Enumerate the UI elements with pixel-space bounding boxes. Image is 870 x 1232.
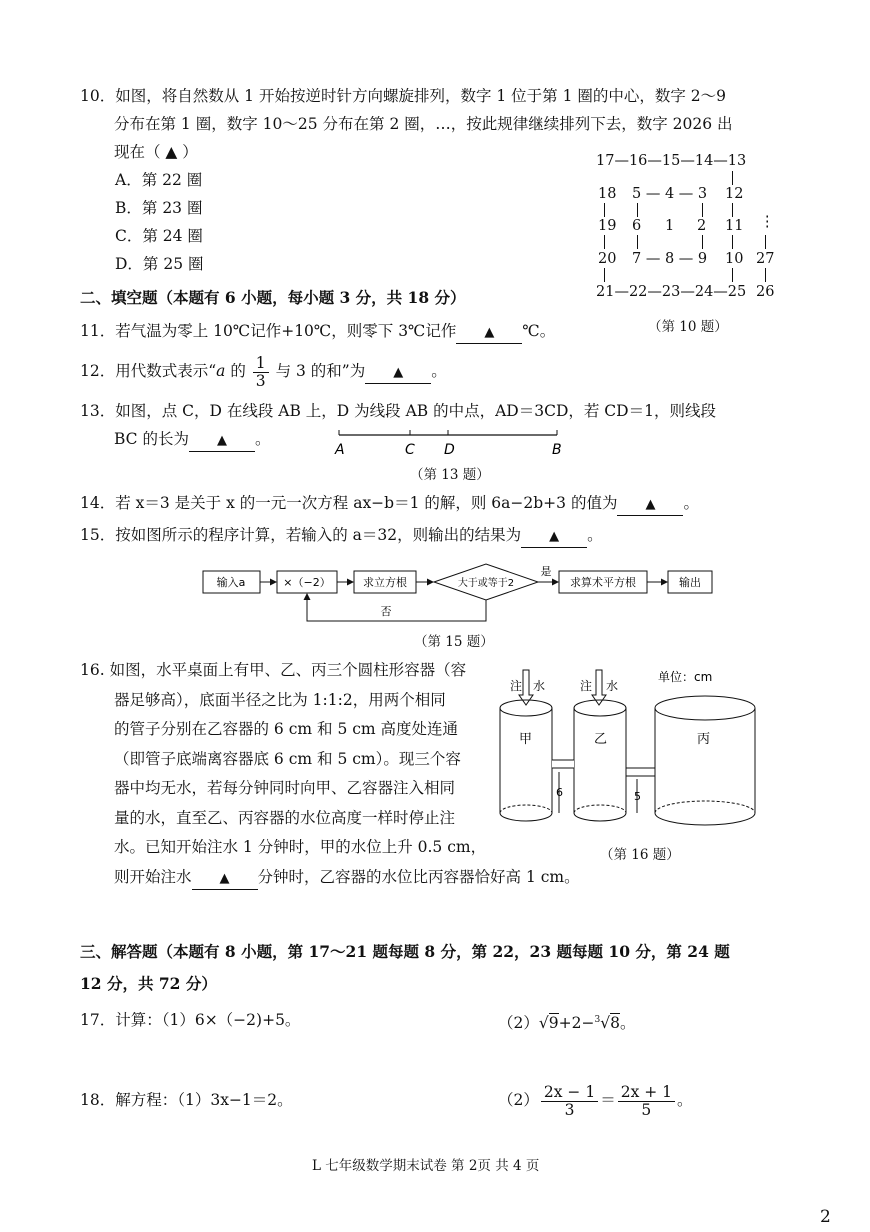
spiral-ellipsis: ⋮ xyxy=(760,214,775,230)
q15: 15．按如图所示的程序计算，若输入的 a＝32，则输出的结果为 ▲ 。 xyxy=(80,521,603,549)
spiral-n10: 10 xyxy=(725,251,744,267)
q17-part2: （2）√9+2−$^3$√8。 xyxy=(498,1014,636,1033)
spiral-n19: 19 xyxy=(598,218,617,234)
q12-answer-blank[interactable]: ▲ xyxy=(365,361,431,384)
flow-loop-arrow xyxy=(307,594,486,621)
spiral-n6: 6 xyxy=(632,218,642,234)
spiral-n12: 12 xyxy=(725,186,744,202)
page-number: 2 xyxy=(820,1207,831,1227)
svg-text:乙: 乙 xyxy=(594,732,608,747)
container-jia xyxy=(500,700,552,821)
svg-text:水: 水 xyxy=(606,679,619,693)
spiral-row-top: 17—16—15—14—13 xyxy=(596,153,747,169)
spiral-row-inner-top: 5 — 4 — 3 xyxy=(632,186,708,202)
svg-text:注: 注 xyxy=(510,679,523,693)
q16-answer-blank[interactable]: ▲ xyxy=(192,867,258,890)
container-yi xyxy=(574,700,626,821)
spiral-row-bottom: 21—22—23—24—25 xyxy=(596,284,747,300)
flow-no-label: 否 xyxy=(380,605,392,618)
point-a: A xyxy=(335,442,345,458)
q11-answer-blank[interactable]: ▲ xyxy=(456,321,522,344)
q12: 12．用代数式表示“a 的 $\frac{1}{3}$ 与 3 的和”为 ▲ 。 xyxy=(80,353,447,390)
flow-decision-label: 大于或等于2 xyxy=(457,578,515,589)
spiral-n18: 18 xyxy=(598,186,617,202)
q18-part2: （2） $\frac{2x - 1}{3}$ ＝ $\frac{2x + 1}{5}$ 。 xyxy=(498,1082,693,1119)
point-d: D xyxy=(444,442,455,458)
containers-figure xyxy=(495,665,765,840)
flow-output-label: 输出 xyxy=(679,576,701,589)
spiral-row-inner-bottom: 7 — 8 — 9 xyxy=(632,251,708,267)
q10-option-c: C．第 24 圈 xyxy=(115,227,203,245)
flow-input-label: 输入a xyxy=(216,576,246,589)
q10-option-a: A．第 22 圈 xyxy=(115,171,203,189)
section3-title-line2: 12 分，共 72 分） xyxy=(80,974,217,993)
q17-part1: 17．计算：（1）6×（−2)+5。 xyxy=(80,1011,301,1029)
section2-title: 二、填空题（本题有 6 小题，每小题 3 分，共 18 分） xyxy=(80,288,466,307)
spiral-n2: 2 xyxy=(697,218,707,234)
svg-text:注: 注 xyxy=(580,679,593,693)
q14-answer-blank[interactable]: ▲ xyxy=(617,493,683,516)
q10-line1: 10．如图，将自然数从 1 开始按逆时针方向螺旋排列，数字 1 位于第 1 圈的中心，数字 2～9 xyxy=(80,87,727,105)
svg-text:甲: 甲 xyxy=(519,732,533,747)
spiral-n11: 11 xyxy=(725,218,744,234)
flow-cuberoot-label: 求立方根 xyxy=(363,576,407,589)
fig10-caption: （第 10 题） xyxy=(648,319,728,335)
q14: 14．若 x＝3 是关于 x 的一元一次方程 ax−b＝1 的解，则 6a−2b+3 的值为 ▲ 。 xyxy=(80,489,699,517)
fig15-caption: （第 15 题） xyxy=(414,634,494,650)
container-bing xyxy=(655,696,755,825)
q10-line3: 现在（ ▲ ） xyxy=(114,143,198,161)
point-b: B xyxy=(552,442,562,458)
q11-text: 11．若气温为零上 10℃记作+10℃，则零下 3℃记作 xyxy=(80,322,457,340)
q16-text: 16. 如图，水平桌面上有甲、乙、丙三个圆柱形容器（容 器足够高），底面半径之比为 1:1:2，用两个相同 的管子分别在乙容器的 6 cm 和 5 cm 高度处连通 （即管子底端离容器底 6 cm 和 5 cm）。现三个容 器中均无水，若每分钟同时向甲、乙容器注入相同 量的水，直至乙、丙容器的水位高度一样时停止注 水。已知开始注水 1 分钟时，甲的水位上升 0.5 cm， 则开始注水 ▲ 分钟时，乙容器的水位比丙容器恰好高 1 cm。 xyxy=(80,656,580,892)
svg-text:丙: 丙 xyxy=(697,732,711,747)
q10-option-d: D．第 25 圈 xyxy=(115,255,204,273)
q10-line2: 分布在第 1 圈，数字 10～25 分布在第 2 圈，…，按此规律继续排列下去，数字 2026 出 xyxy=(114,115,733,133)
spiral-n20: 20 xyxy=(598,251,617,267)
point-c: C xyxy=(405,442,415,458)
svg-text:6: 6 xyxy=(556,786,563,799)
flow-yes-label: 是 xyxy=(540,565,552,578)
flow-sqrt-label: 求算术平方根 xyxy=(570,576,636,589)
svg-text:水: 水 xyxy=(533,679,546,693)
spiral-n1: 1 xyxy=(665,218,675,234)
spiral-n26: 26 xyxy=(756,284,775,300)
spiral-n27: 27 xyxy=(756,251,775,267)
pipe-1 xyxy=(552,760,574,813)
flowchart xyxy=(200,560,720,630)
q13-answer-blank[interactable]: ▲ xyxy=(189,429,255,452)
pipe-2 xyxy=(626,768,655,813)
unit-label: 单位：cm xyxy=(658,670,713,684)
q10-option-b: B．第 23 圈 xyxy=(115,199,203,217)
flow-multiply-label: ×（−2） xyxy=(283,576,331,589)
fraction-one-third: $\frac{1}{3}$ xyxy=(253,355,269,390)
section3-title-line1: 三、解答题（本题有 8 小题，第 17～21 题每题 8 分，第 22，23 题每题 10 分，第 24 题 xyxy=(80,942,730,961)
fig16-caption: （第 16 题） xyxy=(600,847,680,863)
fig13-caption: （第 13 题） xyxy=(410,467,490,483)
q13-line1: 13．如图，点 C，D 在线段 AB 上，D 为线段 AB 的中点，AD＝3CD，若 CD＝1，则线段 xyxy=(80,402,716,420)
q15-answer-blank[interactable]: ▲ xyxy=(521,525,587,548)
svg-text:5: 5 xyxy=(634,790,641,803)
q13-line2: BC 的长为 ▲ 。 xyxy=(80,425,270,453)
page-footer: L 七年级数学期末试卷 第 2页 共 4 页 xyxy=(312,1158,540,1174)
segment-figure xyxy=(325,425,575,459)
q18-part1: 18．解方程：（1）3x−1＝2。 xyxy=(80,1091,293,1109)
q11: 11．若气温为零上 10℃记作+10℃，则零下 3℃记作 ▲ ℃。 xyxy=(80,317,555,345)
